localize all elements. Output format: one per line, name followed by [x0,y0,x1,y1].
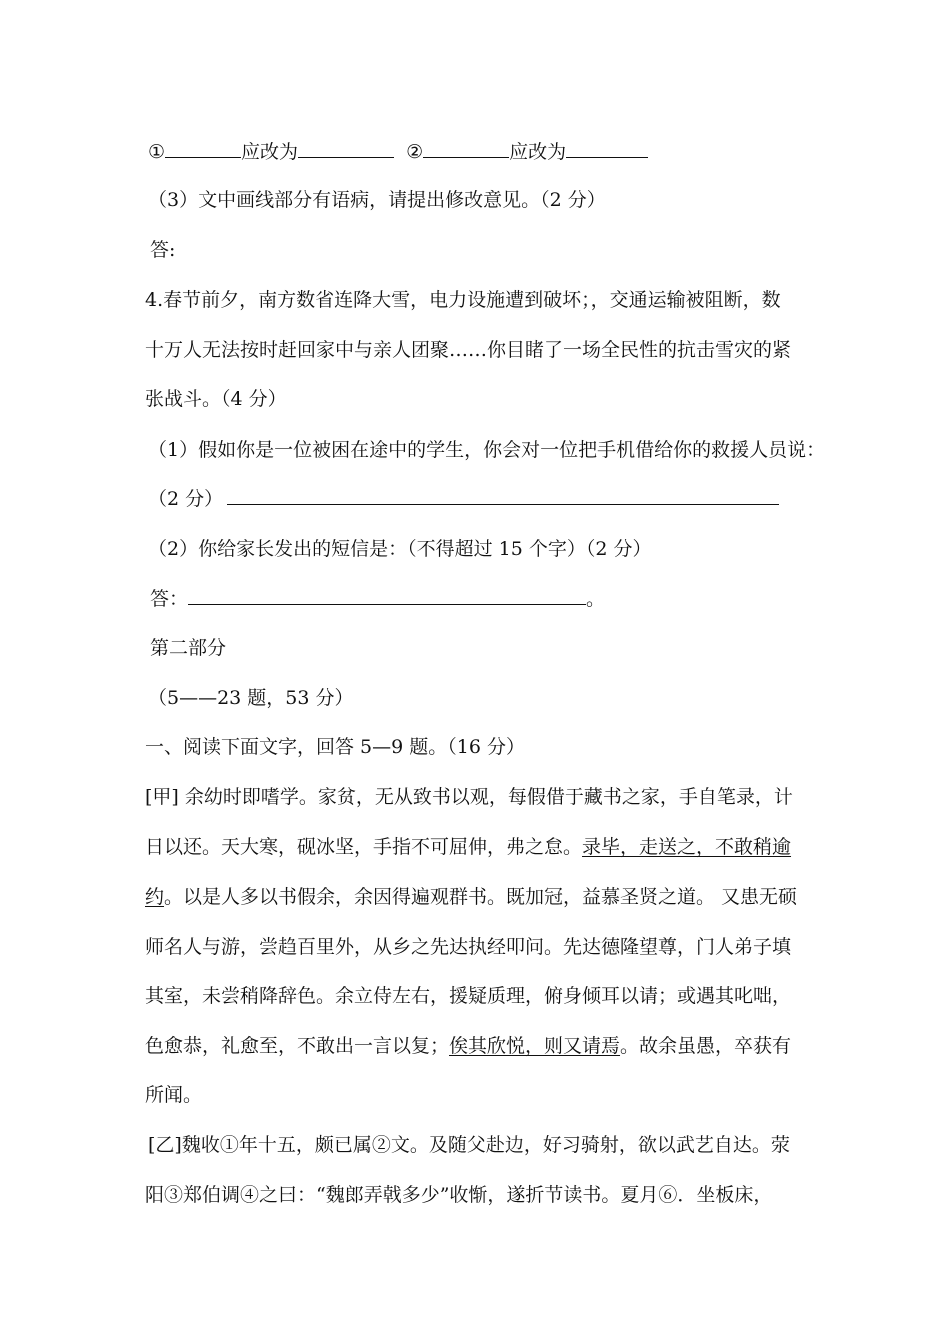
part2-title: 第二部分 [150,637,227,659]
yi-line-2: 阳③郑伯调④之曰：“魏郎弄戟多少”收惭，遂折节读书。夏月⑥．坐板床， [145,1184,773,1206]
jia-line-2 [145,834,791,860]
jia-line-3 [145,884,797,910]
blank-1a[interactable] [165,139,241,158]
q3-answer-label: 答: [150,239,176,261]
q4-line-3: 张战斗。（4 分） [145,388,287,410]
q4-sub2-end: 。 [586,588,606,610]
blank-1b[interactable] [298,139,394,158]
q4-sub1-answer-line [148,486,779,512]
circle-1: ① [148,141,166,163]
underlined-sentence-1b: 约 [145,886,165,908]
section1-heading: 一、阅读下面文字，回答 5—9 题。（16 分） [145,736,525,758]
jia-line-1: [甲] 余幼时即嗜学。家贫，无从致书以观，每假借于藏书之家，手自笔录，计 [145,786,793,808]
q3-blanks-line [148,139,648,165]
jia-line-4: 师名人与游，尝趋百里外，从乡之先达执经叩问。先达德隆望尊，门人弟子填 [145,936,792,958]
q4-sub1-blank[interactable] [227,486,779,505]
circle-2: ② [406,141,424,163]
underlined-sentence-2: 俟其欣悦，则又请焉 [449,1035,621,1057]
yi-line-1: [乙]魏收①年十五，颇已属②文。及随父赴边，好习骑射，欲以武艺自达。荥 [148,1134,790,1156]
jia-line-6 [145,1033,791,1059]
blank-2a[interactable] [423,139,509,158]
jia-line-6-text-a: 色愈恭，礼愈至，不敢出一言以复； [145,1035,450,1057]
q3-sub3: （3）文中画线部分有语病，请提出修改意见。（2 分） [148,189,606,211]
q4-sub1: （1）假如你是一位被困在途中的学生，你会对一位把手机借给你的救援人员说： [148,439,826,461]
jia-line-3-text: 。以是人多以书假余，余因得遍观群书。既加冠，益慕圣贤之道。 又患无硕 [164,886,798,908]
underlined-sentence-1a: 录毕，走送之，不敢稍逾 [582,836,792,858]
q4-line-2: 十万人无法按时赶回家中与亲人团聚……你目睹了一场全民性的抗击雪灾的紧 [145,339,792,361]
q4-sub2-blank[interactable] [188,586,586,605]
q4-sub2: （2）你给家长发出的短信是：（不得超过 15 个字）（2 分） [148,538,652,560]
jia-line-5: 其室，未尝稍降辞色。余立侍左右，援疑质理，俯身倾耳以请；或遇其叱咄， [145,985,792,1007]
q4-sub2-answer-label: 答： [150,588,189,610]
q4-line-1: 4.春节前夕，南方数省连降大雪，电力设施遭到破坏；，交通运输被阻断，数 [145,289,781,311]
jia-line-2-text: 日以还。天大寒，砚冰坚，手指不可屈伸，弗之怠。 [145,836,583,858]
part2-range: （5——23 题，53 分） [148,687,354,709]
change-to-label-1: 应改为 [241,141,299,163]
change-to-label-2: 应改为 [509,141,567,163]
jia-line-6-text-b: 。故余虽愚，卒获有 [620,1035,792,1057]
jia-line-7: 所闻。 [145,1084,203,1106]
blank-2b[interactable] [566,139,648,158]
q4-sub2-answer-line [150,586,605,612]
q4-sub1-score: （2 分） [148,488,224,510]
